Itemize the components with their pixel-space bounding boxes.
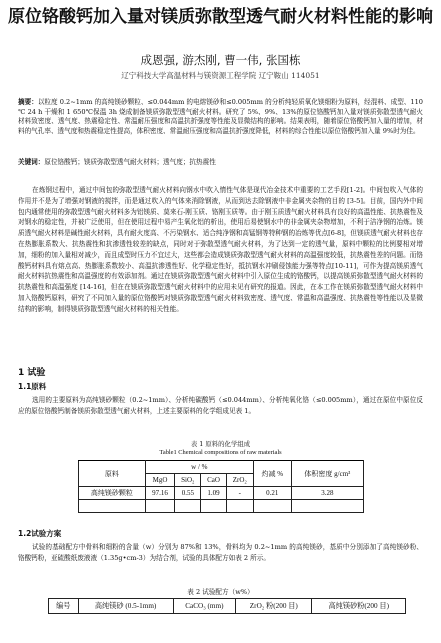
table1-component-zro2: ZrO₂ — [226, 474, 253, 487]
author-list: 成恩强, 游杰刚, 曹一伟, 张国栋 — [140, 53, 301, 67]
table1-caption-cn: 表 1 原料的化学组成 — [190, 440, 251, 448]
abstract-label: 摘要： — [18, 98, 38, 106]
keywords-text: 原位铬酸钙；镁质弥散型透气耐火材料；透气度；抗热震性 — [44, 158, 216, 166]
table1-cell-material — [79, 500, 146, 513]
abstract-text: 以粒度 0.2~1mm 的高纯镁砂颗粒、≤0.044mm 的电熔镁砂和≤0.005mm 的分析纯轻质氧化镁细粉为原料，经混料、成型、110 ℃ 24 h 干燥和 1 650℃保温 3h 烧成制备镁质弥散型透气耐火材料。研究了 5%、9%、13%的原位铬酸钙加入量对镁质弥散型透气耐火材料致密度、透气度、热震稳定性、常温耐压强度和高温抗折强度等性能及显微结构的影响。结果表明，随着原位铬酸钙加入量的增加，材料的气孔率、透气度和热震稳定性提高，体积密度、常温耐压强度和高温抗折强度降低，材料的综合性能以原位铬酸钙加入量 9%时为佳。 — [18, 98, 424, 135]
table1-component-cao: CaO — [201, 474, 226, 487]
table1-cell-cao — [201, 500, 226, 513]
table1-component-sio2: SiO₂ — [175, 474, 201, 487]
keywords — [18, 158, 423, 168]
table1-cell-sio2 — [175, 500, 201, 513]
table2-caption: 表 2 试验配方（w%） — [187, 588, 254, 596]
table1-cell-mgo — [145, 500, 174, 513]
keywords-label: 关键词： — [18, 158, 45, 166]
section-heading-experiment: 1 试验 — [18, 368, 46, 378]
table1-caption — [0, 440, 441, 457]
scheme-paragraph: 试验的基础配方中骨料和细粉的含量（w）分别为 87%和 13%，骨料均为 0.2~1mm 的高纯镁砂，基质中分别添加了高纯镁砂粉、铬酸钙粉，亚硫酸纸废液液（1.35g•cm-3）为结合剂，试验的具体配方如表 2 所示。 — [18, 543, 423, 562]
subsection-heading-scheme: 1.2试验方案 — [18, 529, 62, 538]
table2-header-id: 编号 — [49, 599, 79, 614]
table1-cell-cao: 1.09 — [201, 487, 226, 500]
table-row — [79, 487, 364, 500]
table2-formulation — [48, 598, 406, 614]
table1-cell-zro2: - — [226, 487, 253, 500]
table-row — [79, 500, 364, 513]
introduction-paragraph: 在炼钢过程中，通过中间包的弥散型透气耐火材料向钢水中吹入惰性气体是现代冶金技术中重要的工艺手段[1-2]。中间包吹入气体的作用并不是为了增强对钢液的搅拌，而是通过吹入的气体来消除钢液，从而到达去除钢液中非金属夹杂物的目的 [3-5]。目前，国内外中间包内通常使用的弥散型透气耐火材料多为铝镁质、莫来石-刚玉质、铬刚玉质等。由于刚玉质透气耐火材料具有良好的高温性能、抗热震性及对钢水的稳定性，并被广泛使用，但在使用过程中易产生氧化铝的析出，使用后易使钢水中的非金属夹杂物增加，不利于洁净钢的冶炼。镁质透气耐火材料是碱性耐火材料，具有耐火度高、不污染钢水、适合纯净钢和高锰钢等特种钢的冶炼等优点[6-8]，但镁质透气耐火材料也存在热膨胀系数大、抗热震性和抗渗透性较差的缺点，同时对于弥散型透气耐火材料，为了达到一定的透气量，原料中颗粒的比例要相对增加，细粉的加入量相对减少，而且成型时压力不宜过大，这些都会造成镁质弥散型透气耐火材料的高温强度较低，抗热震性差的问题。而铬酸钙材料具有熔点高、热膨胀系数较小、高温抗渗透性好、化学稳定性好，抵抗钢水冲刷侵蚀能力强等特点[10-11]，可作为提高镁质透气耐火材料抗热震性和高温强度的有效添加剂。通过在镁质弥散型透气耐火材料中引入原位生成的铬酸钙，以提高镁质弥散型透气耐火材料的抗热震性和高温强度 [14-16]，但在在镁质弥散型透气耐火材料中的应用未见有研究的报道。因此，在本工作在镁质弥散型透气耐火材料中加入铬酸钙原料，研究了不同加入量的原位铬酸钙对镁质弥散型透气耐火材料致密度、透气度、常温和高温强度、抗热震性等性能以及显微结构的影响，制得镁质弥散型透气耐火材料的相关性能。 — [18, 186, 423, 313]
table1-cell-mgo: 97.16 — [145, 487, 174, 500]
table1-header-loss: 灼减 % — [253, 461, 291, 487]
table1-cell-sio2: 0.55 — [175, 487, 201, 500]
table2-header-zro2: ZrO₂ 粉(200 目) — [236, 599, 312, 614]
materials-paragraph: 选用的主要原料为高纯镁砂颗粒（0.2~1mm）、分析纯碳酸钙（≤0.044mm）、分析纯氧化铬（≤0.005mm），通过在原位中原位反应的原位铬酸钙制备镁质弥散型透气耐火材料，上述主要原料的化学组成见表 1。 — [18, 396, 423, 415]
table1-header-raw: 原料 — [79, 461, 146, 487]
table2-header-caco3: CaCO₃ (mm) — [173, 599, 236, 614]
paper-title: 原位铬酸钙加入量对镁质弥散型透气耐火材料性能的影响 — [8, 7, 433, 27]
table1-cell-loss: 0.21 — [253, 487, 291, 500]
abstract — [18, 98, 423, 136]
table1-cell-zro2 — [226, 500, 253, 513]
table1-caption-en: Table1 Chemical compositions of raw materials — [159, 448, 282, 456]
table1-cell-loss — [253, 500, 291, 513]
table1-cell-density: 3.28 — [291, 487, 363, 500]
table1-header-w: w / % — [145, 461, 253, 474]
table2-header-magnesia-powder: 高纯镁砂粉(200 目) — [312, 599, 406, 614]
table1-header-density: 体积密度 g/cm³ — [291, 461, 363, 487]
table1-component-mgo: MgO — [145, 474, 174, 487]
table1-cell-density — [291, 500, 363, 513]
subsection-heading-materials: 1.1原料 — [18, 382, 47, 391]
table2-header-magnesia: 高纯镁砂 (0.5-1mm) — [78, 599, 173, 614]
table1-chemical-composition — [78, 460, 364, 513]
table1-cell-material: 高纯镁砂颗粒 — [79, 487, 146, 500]
affiliation: 辽宁科技大学高温材料与镁资源工程学院 辽宁鞍山 114051 — [121, 71, 320, 80]
